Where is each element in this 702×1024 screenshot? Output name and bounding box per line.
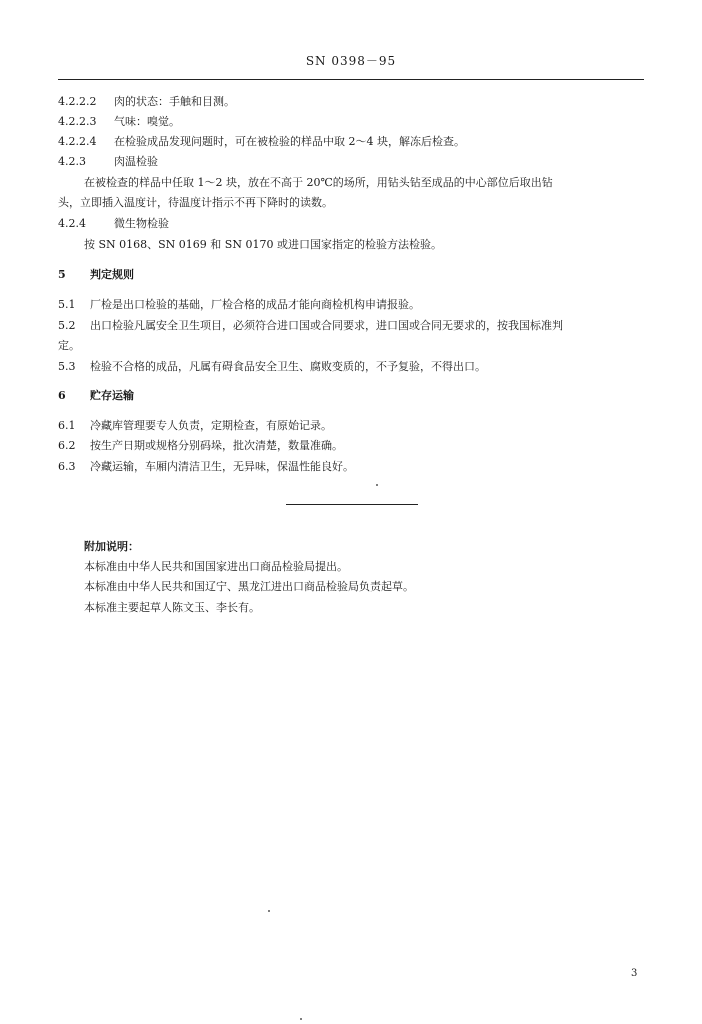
- scan-speck: [268, 910, 270, 912]
- section-6-heading: [58, 389, 134, 403]
- section-title: 判定规则: [90, 268, 134, 281]
- section-number: 6: [58, 389, 66, 402]
- item-title: 微生物检验: [114, 217, 169, 230]
- item-text: 冷藏库管理要专人负责，定期检查，有原始记录。: [90, 419, 332, 432]
- item-text: 在检验成品发现问题时，可在被检验的样品中取 2～4 块，解冻后检查。: [114, 135, 465, 148]
- scan-speck: [300, 1018, 302, 1020]
- item-4-2-2-2: [58, 95, 235, 109]
- meat-temp-para-line-2: 头，立即插入温度计，待温度计指示不再下降时的读数。: [58, 196, 333, 209]
- document-number: SN 0398－95: [305, 54, 397, 68]
- meat-temp-para-line-1: 在被检查的样品中任取 1～2 块，放在不高于 20℃的场所，用钻头钻至成品的中心部位后取出钻: [84, 176, 553, 189]
- item-text: 肉的状态：手触和目测。: [114, 95, 235, 108]
- item-4-2-2-4: [58, 135, 465, 149]
- item-5-1: [58, 298, 420, 312]
- item-number: 4.2.2.2: [58, 95, 97, 108]
- item-number: 4.2.2.3: [58, 115, 97, 128]
- item-number: 5.2: [58, 319, 76, 332]
- item-4-2-2-3: [58, 115, 180, 129]
- item-4-2-4: [58, 217, 169, 231]
- item-5-2-continued: [58, 339, 80, 353]
- item-number: 4.2.3: [58, 155, 86, 168]
- notes-line-2: 本标准由中华人民共和国辽宁、黑龙江进出口商品检验局负责起草。: [84, 580, 414, 593]
- notes-title: 附加说明：: [84, 540, 139, 553]
- item-text: 按生产日期或规格分别码垛，批次清楚，数量准确。: [90, 439, 343, 452]
- item-number: 6.1: [58, 419, 76, 432]
- micro-text: 按 SN 0168、SN 0169 和 SN 0170 或进口国家指定的检验方法检验。: [84, 238, 442, 251]
- item-5-2: [58, 319, 563, 333]
- notes-line-1: 本标准由中华人民共和国国家进出口商品检验局提出。: [84, 560, 348, 573]
- item-number: 5.1: [58, 298, 76, 311]
- item-text: 检验不合格的成品，凡属有碍食品安全卫生、腐败变质的，不予复验，不得出口。: [90, 360, 486, 373]
- item-6-2: [58, 439, 343, 453]
- item-text: 气味：嗅觉。: [114, 115, 180, 128]
- item-5-3: [58, 360, 486, 374]
- item-text: 冷藏运输，车厢内清洁卫生，无异味，保温性能良好。: [90, 460, 354, 473]
- page-header: [0, 52, 702, 69]
- item-number: 4.2.2.4: [58, 135, 97, 148]
- page-number: 3: [631, 968, 638, 979]
- item-text: 肉温检验: [114, 155, 158, 168]
- item-text: 厂检是出口检验的基础，厂检合格的成品才能向商检机构申请报验。: [90, 298, 420, 311]
- end-divider: [286, 504, 418, 505]
- item-text: 出口检验凡属安全卫生项目，必须符合进口国或合同要求，进口国或合同无要求的，按我国标准判: [90, 319, 563, 332]
- section-5-heading: [58, 268, 134, 282]
- scan-speck: [376, 484, 378, 486]
- item-text: 定。: [58, 339, 80, 352]
- item-number: 4.2.4: [58, 217, 86, 230]
- header-rule: [58, 79, 644, 80]
- section-number: 5: [58, 268, 66, 281]
- section-title: 贮存运输: [90, 389, 134, 402]
- item-number: 6.2: [58, 439, 76, 452]
- item-number: 6.3: [58, 460, 76, 473]
- notes-line-3: 本标准主要起草人陈文玉、李长有。: [84, 601, 260, 614]
- item-6-1: [58, 419, 332, 433]
- item-6-3: [58, 460, 354, 474]
- item-4-2-3: [58, 155, 158, 169]
- item-number: 5.3: [58, 360, 76, 373]
